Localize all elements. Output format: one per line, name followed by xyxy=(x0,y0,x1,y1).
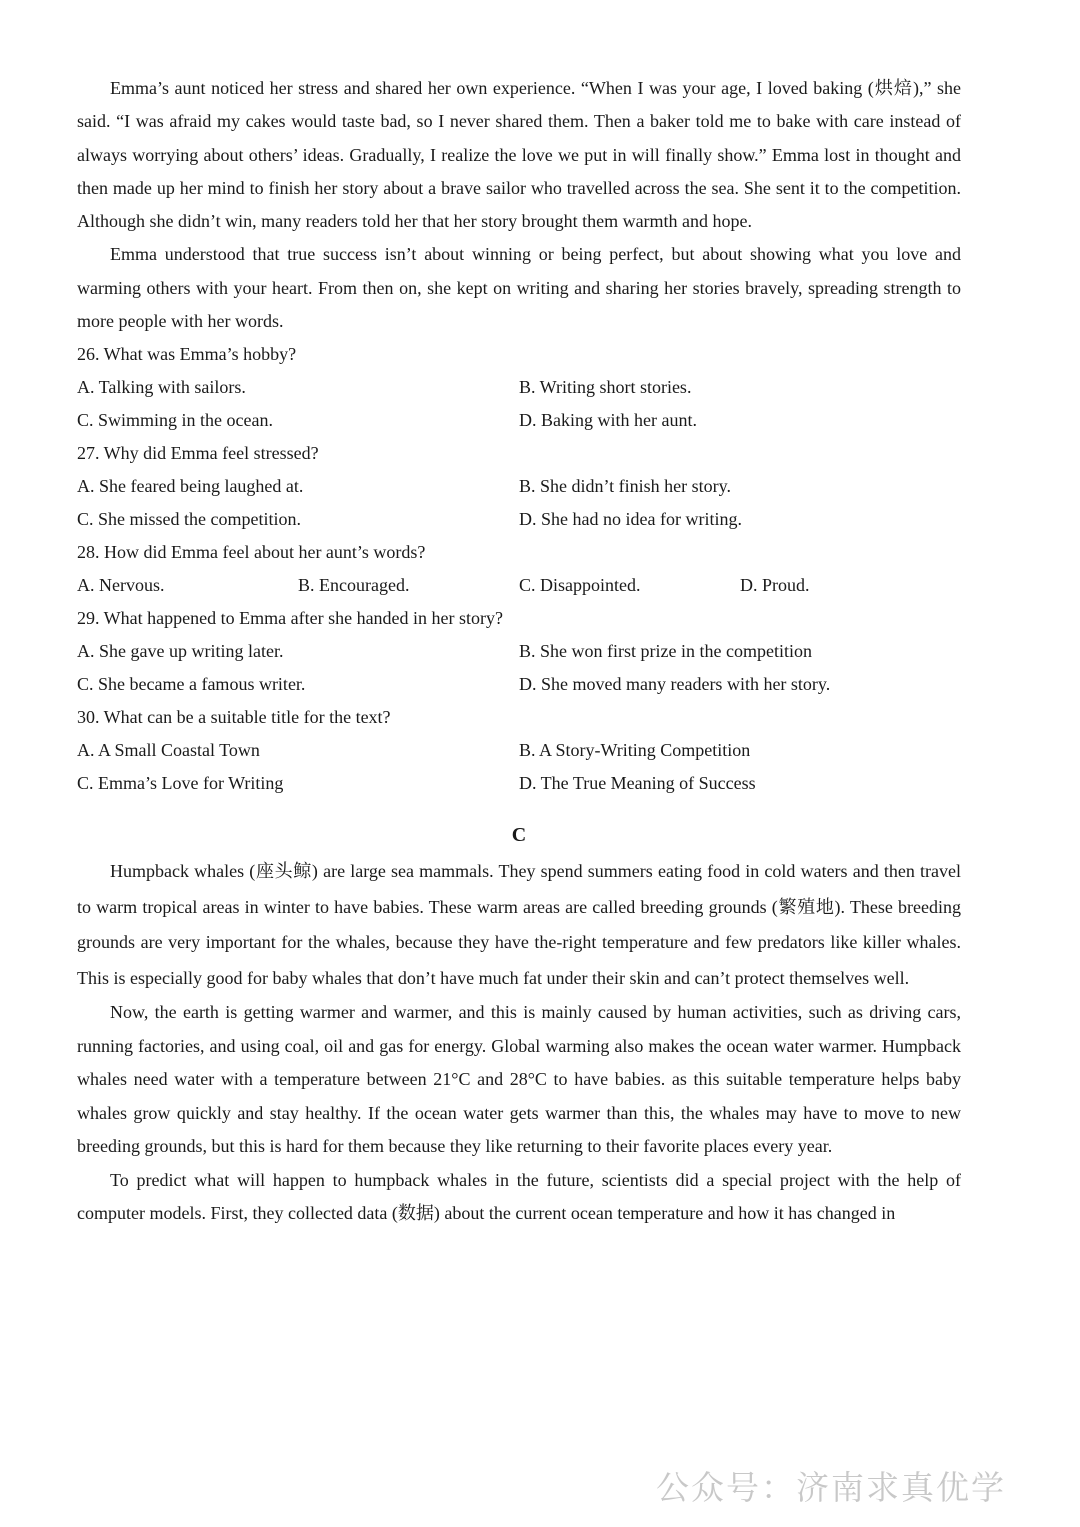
option: B. She won first prize in the competition xyxy=(519,641,812,662)
question-stem: 27. Why did Emma feel stressed? xyxy=(77,443,319,464)
options-row xyxy=(77,371,961,404)
option: A. Talking with sailors. xyxy=(77,377,246,398)
option: D. Proud. xyxy=(740,575,810,596)
options-row xyxy=(77,734,961,767)
passage-b-end xyxy=(77,72,961,338)
paragraph: Humpback whales (座头鲸) are large sea mammals. They spend summers eating food in cold waters and then travel to warm tropical areas in winter to have babies. These warm areas are called breeding grounds (繁殖地). These breeding grounds are very important for the whales, because they have the-right temperature and few predators like killer whales. This is especially good for baby whales that don’t have much fat under their skin and can’t protect themselves well. xyxy=(77,861,961,988)
option: B. Encouraged. xyxy=(298,575,410,596)
paragraph: Emma understood that true success isn’t about winning or being perfect, but about showing what you love and warming others with your heart. From then on, she kept on writing and sharing her stories bravely, spreading strength to more people with her words. xyxy=(77,244,961,332)
option: D. She had no idea for writing. xyxy=(519,509,742,530)
option: B. She didn’t finish her story. xyxy=(519,476,731,497)
option: A. Nervous. xyxy=(77,575,165,596)
passage-c xyxy=(77,854,961,1231)
question-stem: 26. What was Emma’s hobby? xyxy=(77,344,297,365)
options-row xyxy=(77,503,961,536)
option: C. She missed the competition. xyxy=(77,509,301,530)
question-stem: 29. What happened to Emma after she handed in her story? xyxy=(77,608,504,629)
options-row xyxy=(77,767,961,800)
watermark: 公众号：济南求真优学 xyxy=(656,1468,1006,1507)
paragraph: To predict what will happen to humpback whales in the future, scientists did a special project with the help of computer models. First, they collected data (数据) about the current ocean temperature and how it has changed in xyxy=(77,1169,961,1224)
section-title: C xyxy=(511,824,527,847)
option: C. Emma’s Love for Writing xyxy=(77,773,284,794)
paragraph: Now, the earth is getting warmer and warmer, and this is mainly caused by human activities, such as driving cars, running factories, and using coal, oil and gas for energy. Global warming also makes the ocean water warmer. Humpback whales need water with a temperature between 21°C and 28°C to have babies. as this suitable temperature helps baby whales grow quickly and stay healthy. If the ocean water gets warmer than this, the whales may have to move to new breeding grounds, but this is hard for them because they like returning to their favorite places every year. xyxy=(77,1002,961,1157)
options-row xyxy=(77,668,961,701)
option: B. Writing short stories. xyxy=(519,377,692,398)
option: C. She became a famous writer. xyxy=(77,674,306,695)
questions-section xyxy=(77,338,961,800)
option: C. Swimming in the ocean. xyxy=(77,410,273,431)
option: D. The True Meaning of Success xyxy=(519,773,756,794)
options-row xyxy=(77,569,961,602)
options-row xyxy=(77,470,961,503)
options-row xyxy=(77,404,961,437)
option: D. She moved many readers with her story. xyxy=(519,674,831,695)
option: C. Disappointed. xyxy=(519,575,641,596)
paragraph: Emma’s aunt noticed her stress and shared her own experience. “When I was your age, I loved baking (烘焙),” she said. “I was afraid my cakes would taste bad, so I never shared them. Then a baker told me to bake with care instead of always worrying about others’ ideas. Gradually, I realize the love we put in will finally show.” Emma lost in thought and then made up her mind to finish her story about a brave sailor who travelled across the sea. She sent it to the competition. Although she didn’t win, many readers told her that her story brought them warmth and hope. xyxy=(77,78,961,232)
option: A. She gave up writing later. xyxy=(77,641,284,662)
options-row xyxy=(77,635,961,668)
exam-page xyxy=(77,72,961,1231)
option: D. Baking with her aunt. xyxy=(519,410,697,431)
option: B. A Story-Writing Competition xyxy=(519,740,751,761)
option: A. She feared being laughed at. xyxy=(77,476,304,497)
question-stem: 28. How did Emma feel about her aunt’s words? xyxy=(77,542,426,563)
option: A. A Small Coastal Town xyxy=(77,740,260,761)
question-stem: 30. What can be a suitable title for the text? xyxy=(77,707,391,728)
